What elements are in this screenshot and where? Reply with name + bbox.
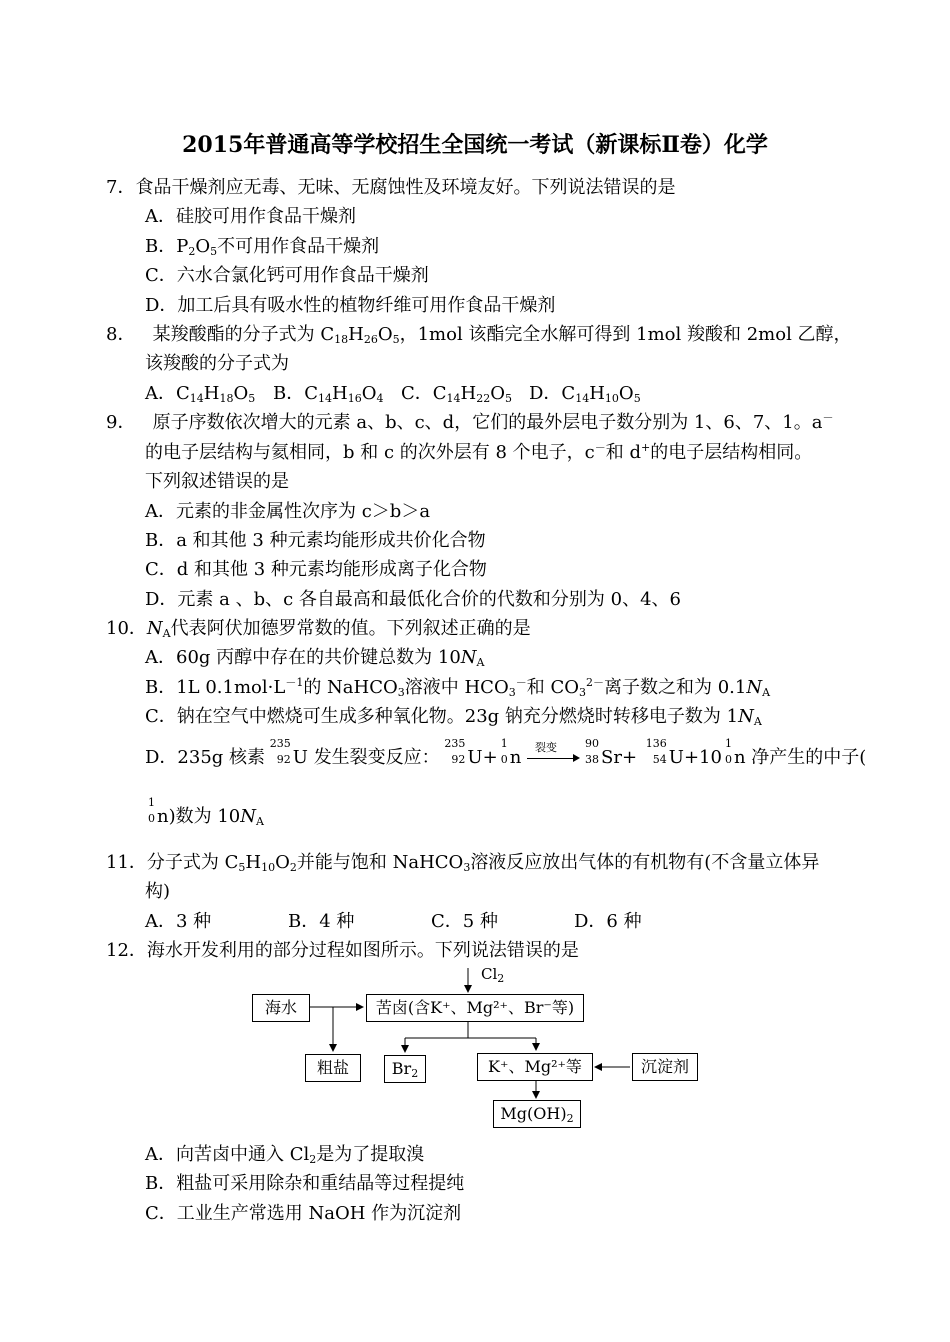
option-b: B．a 和其他 3 种元素均能形成共价化合物: [145, 530, 486, 551]
question-stem: 的电子层结构与氦相同，b 和 c 的次外层有 8 个电子，c－和 d+的电子层结构相同。: [145, 441, 813, 463]
option-d: D．$C_{14}H_{10}O_5$: [529, 383, 641, 405]
option-b: B．粗盐可采用除杂和重结晶等过程提纯: [145, 1173, 465, 1194]
option-b: B．$P_2O_5$不可用作食品干燥剂: [145, 236, 380, 258]
option-d: D．加工后具有吸水性的植物纤维可用作食品干燥剂: [145, 295, 556, 316]
option-d: D．235g 核素 235 92 U 发生裂变反应： 235 92 U+ 1 0 n 裂变 90 38 Sr+ 136 54 U+10 1 0 n 净产生的中子(: [145, 737, 867, 768]
question-stem: 下列叙述错误的是: [145, 471, 289, 492]
option-d: D．元素 a 、b、c 各自最高和最低化合价的代数和分别为 0、4、6: [145, 589, 682, 610]
option-c: C．钠在空气中燃烧可生成多种氧化物。23g 钠充分燃烧时转移电子数为 $1N_A$: [145, 706, 762, 728]
mg-hydroxide-box: $Mg(OH)_2$: [493, 1100, 581, 1128]
page-title: 2015年普通高等学校招生全国统一考试（新课标Ⅱ卷）化学: [182, 132, 768, 158]
option-a: A．$C_{14}H_{18}O_5$: [145, 383, 256, 405]
option-a: A．向苦卤中通入 $Cl_2$是为了提取溴: [145, 1144, 425, 1166]
bittern-box: 苦卤(含K⁺、Mg²⁺、Br⁻等): [366, 994, 584, 1022]
option-d-continued: 1 0 n)数为 $10N_A$: [148, 796, 264, 828]
question-number: 7．: [106, 177, 136, 198]
nuclide-notation: 235 92: [269, 737, 291, 766]
precipitant-box: 沉淀剂: [632, 1053, 698, 1081]
seawater-box: 海水: [252, 994, 310, 1022]
option-a: A．3 种: [145, 911, 212, 932]
option-c: C．5 种: [431, 911, 498, 932]
crude-salt-box: 粗盐: [305, 1054, 361, 1082]
question-11: 11．分子式为 $C_5H_{10}O_2$并能与饱和 NaHCO$_3$溶液反应放出气体的有机物有(不含量立体异: [106, 852, 820, 874]
question-9: 9． 原子序数依次增大的元素 a、b、c、d，它们的最外层电子数分别为 1、6、7、1。a－: [106, 411, 834, 433]
options-row: [145, 910, 642, 934]
question-7: [106, 176, 675, 200]
option-a: A．元素的非金属性次序为 c＞b＞a: [145, 501, 431, 522]
question-8: 8． 某羧酸酯的分子式为 $C_{18}H_{26}O_5$，1mol 该酯完全水解可得到 1mol 羧酸和 2mol 乙醇，: [106, 324, 852, 346]
options-row: [145, 382, 641, 406]
option-b: B．1L $0.1mol\cdot L^{-1}$的 NaHCO$_3$溶液中 $HCO_3^-$和 $CO_3^{2-}$离子数之和为 $0.1N_A$: [145, 676, 771, 699]
question-stem: 构): [145, 881, 171, 902]
question-10: 10．$N_A$代表阿伏加德罗常数的值。下列叙述正确的是: [106, 618, 531, 640]
option-c: C．六水合氯化钙可用作食品干燥剂: [145, 265, 429, 286]
option-a: A．硅胶可用作食品干燥剂: [145, 206, 356, 227]
question-stem: 食品干燥剂应无毒、无味、无腐蚀性及环境友好。下列说法错误的是: [135, 177, 676, 198]
question-12: 12．海水开发利用的部分过程如图所示。下列说法错误的是: [106, 940, 579, 961]
bromine-box: $Br_2$: [384, 1055, 426, 1083]
option-a: A．60g 丙醇中存在的共价键总数为 $10N_A$: [145, 647, 485, 669]
cl2-label: $Cl_2$: [481, 965, 505, 985]
option-b: B．$C_{14}H_{16}O_4$: [273, 383, 384, 405]
option-c: C．$C_{14}H_{22}O_5$: [401, 383, 513, 405]
option-b: B．4 种: [288, 911, 355, 932]
fission-arrow: 裂变: [527, 746, 579, 770]
option-c: C．d 和其他 3 种元素均能形成离子化合物: [145, 559, 487, 580]
k-mg-box: K⁺、Mg²⁺等: [477, 1053, 593, 1081]
option-d: D．6 种: [574, 911, 642, 932]
option-c: C．工业生产常选用 NaOH 作为沉淀剂: [145, 1203, 462, 1224]
question-stem: 该羧酸的分子式为: [145, 353, 289, 374]
